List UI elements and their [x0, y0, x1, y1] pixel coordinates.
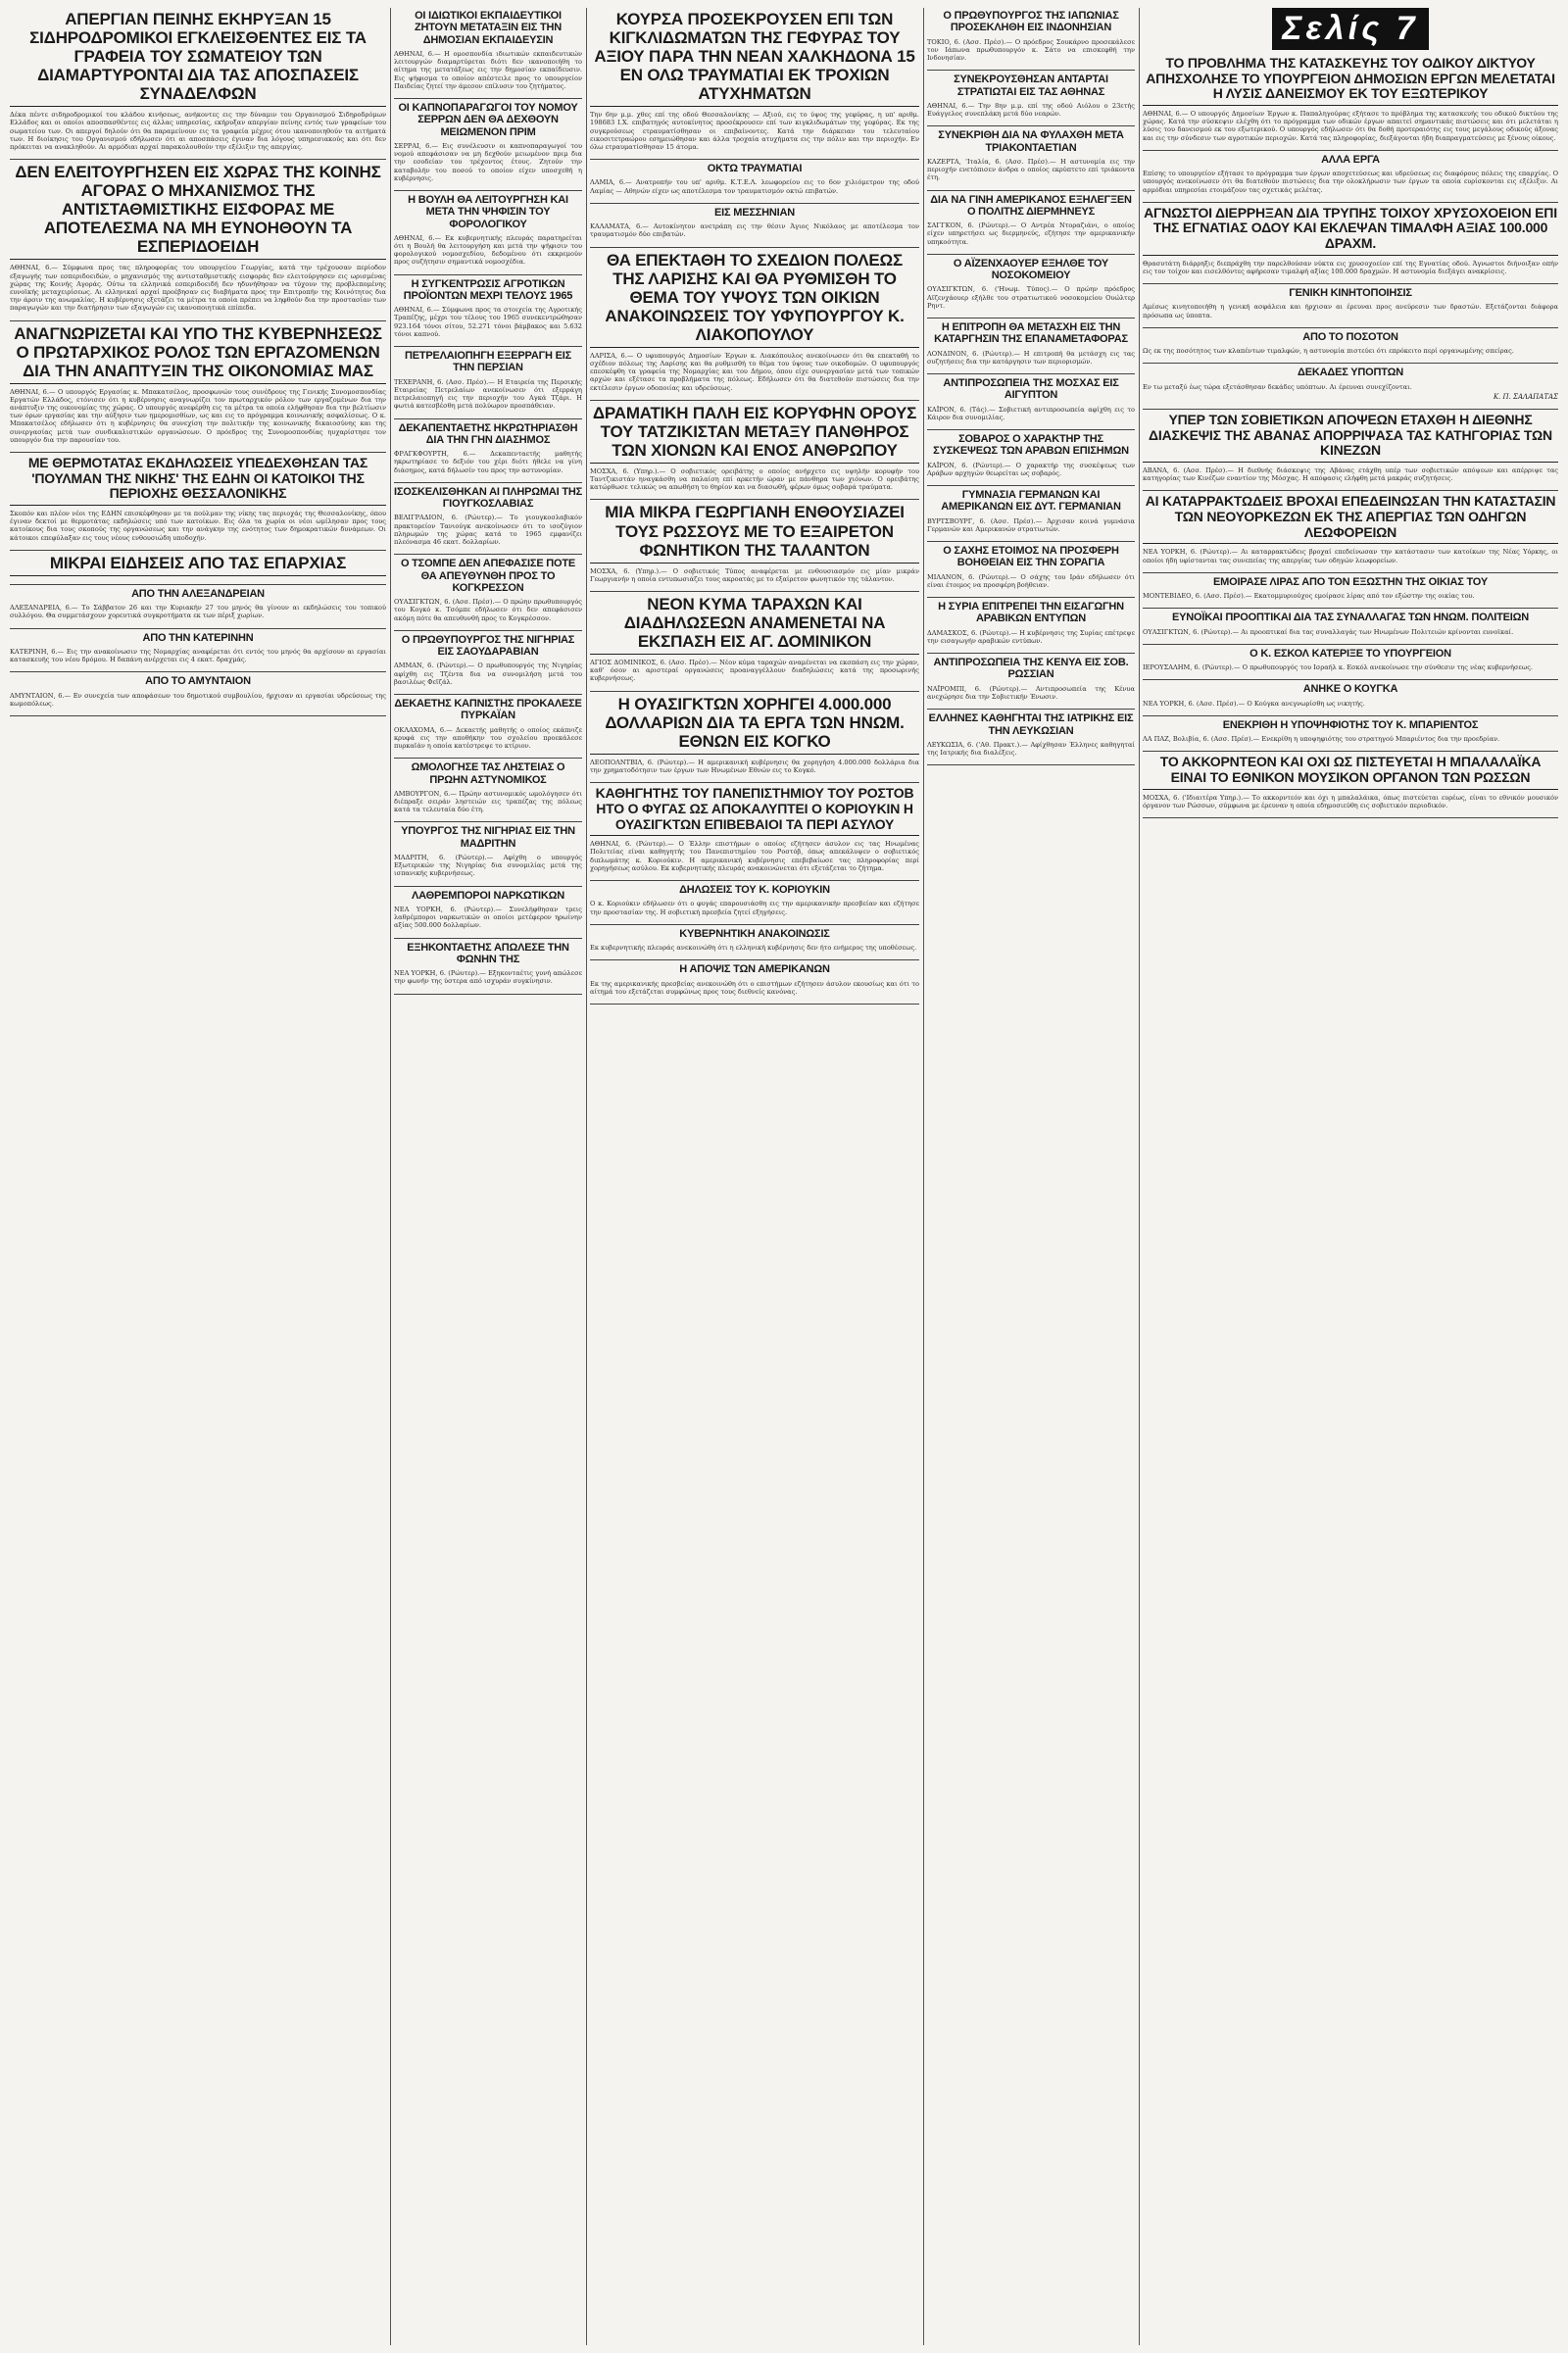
article [10, 632, 386, 664]
column-5 [1143, 8, 1558, 2345]
article-divider [394, 630, 582, 631]
article [394, 698, 582, 750]
article-body: ΛΕΥΚΩΣΙΑ, 6. ('Αθ. Πρακτ.).— Αφίχθησαν Έλληνες καθηγηταί της Ιατρικής δια διαλέξεις. [927, 740, 1135, 758]
article-divider [927, 485, 1135, 486]
article-headline: ΤΟ ΑΚΚΟΡΝΤΕΟΝ ΚΑΙ ΟΧΙ ΩΣ ΠΙΣΤΕΥΕΤΑΙ Η ΜΠΑΛΑΛΑΪΚΑ ΕΙΝΑΙ ΤΟ ΕΘΝΙΚΟΝ ΜΟΥΣΙΚΟΝ ΟΡΓΑΝΟΝ ΤΩΝ ΡΩΣΣΩΝ [1143, 755, 1558, 789]
article-body: ΚΑΤΕΡΙΝΗ, 6.— Εις την ανακοίνωσιν της Νομαρχίας αναφέρεται ότι εντός του μηνός θα αρχίσουν αι εργασίαι κατασκευής του νέου δρόμου. Η δαπάνη ανέρχεται εις 4 εκατ. δραχμάς. [10, 647, 386, 664]
article-headline: Η ΣΥΓΚΕΝΤΡΩΣΙΣ ΑΓΡΟΤΙΚΩΝ ΠΡΟΪΟΝΤΩΝ ΜΕΧΡΙ ΤΕΛΟΥΣ 1965 [403, 277, 573, 302]
article-body: ΤΟΚΙΟ, 6. (Ασσ. Πρέσ).— Ο πρόεδρος Σουκάρνο προσεκάλεσε τον Ιάπωνα πρωθυπουργόν κ. Σάτο να επισκεφθή την Ινδονησίαν. [927, 37, 1135, 63]
article-body: ΒΕΛΙΓΡΑΔΙΟΝ, 6. (Ρώυτερ).— Το γιουγκοσλαβικόν πρακτορείον Τανιούγκ ανεκοίνωσεν ότι το ισοζύγιον πληρωμών της χώρας κατά το 1965 εμφανίζει πλεόνασμα 46 εκατ. δολλαρίων. [394, 514, 582, 546]
article-divider [590, 959, 919, 960]
article-divider [927, 653, 1135, 654]
column-2 [394, 8, 582, 2345]
article [394, 10, 582, 90]
article-divider [394, 758, 582, 759]
article-headline: ΑΠΟ ΤΗΝ ΑΛΕΞΑΝΔΡΕΙΑΝ [131, 587, 265, 600]
article-body: ΙΕΡΟΥΣΑΛΗΜ, 6. (Ρώυτερ).— Ο πρωθυπουργός του Ισραήλ κ. Εσκόλ ανεκοίνωσε την σύνθεσιν της νέας κυβερνήσεως. [1143, 663, 1533, 672]
article-headline: ΕΞΗΚΟΝΤΑΕΤΗΣ ΑΠΩΛΕΣΕ ΤΗΝ ΦΩΝΗΝ ΤΗΣ [407, 941, 569, 965]
article-divider [927, 541, 1135, 542]
article [927, 129, 1135, 181]
article-body: ΟΚΛΑΧΟΜΑ, 6.— Δεκαετής μαθητής ο οποίος εκάπνιζε κρυφά εις την αποθήκην του σχολείου προεκάλεσε πυρκαϊάν η οποία κατέστρεψε το κτίριον. [394, 725, 582, 751]
article-headline: Ο ΠΡΩΘΥΠΟΥΡΓΟΣ ΤΗΣ ΙΑΠΩΝΙΑΣ ΠΡΟΣΕΚΛΗΘΗ ΕΙΣ ΙΝΔΟΝΗΣΙΑΝ [943, 10, 1119, 34]
article-body: Εκ της αμερικανικής πρεσβείας ανεκοινώθη ότι ο επιστήμων εζήτησεν άσυλον εκουσίως και ότι το αίτημά του εξετάζεται συμφώνως προς τους διεθνείς κανόνας. [590, 979, 919, 996]
article-headline: ΔΕΚΑΕΤΗΣ ΚΑΠΝΙΣΤΗΣ ΠΡΟΚΑΛΕΣΕ ΠΥΡΚΑΪΑΝ [394, 697, 582, 722]
article-divider [590, 203, 919, 204]
article-body: ΜΟΣΧΑ, 6. (Υπηρ.).— Ο σοβιετικός Τύπος αναφέρεται με ενθουσιασμόν εις μίαν μικράν Γεωργιανήν η οποία εντυπωσιάζει τους ακροατάς με το εξαίρετον φωνητικόν της τάλαντον. [590, 566, 919, 583]
article-body: Εκ κυβερνητικής πλευράς ανεκοινώθη ότι η ελληνική κυβέρνησις δεν ήτο ενήμερος της υποθέσεως. [590, 944, 917, 953]
article-divider [394, 554, 582, 555]
article-body: ΛΑ ΠΑΖ, Βολιβία, 6. (Ασσ. Πρέσ).— Ενεκρίθη η υποψηφιότης του στρατηγού Μπαριέντος δια την προεδρίαν. [1143, 735, 1500, 744]
article [1143, 56, 1558, 142]
article-divider [1143, 327, 1558, 328]
article-body: ΑΘΗΝΑΙ, 6.— Εκ κυβερνητικής πλευράς παρατηρείται ότι η Βουλή θα λειτουργήση και μετά την ψήφισιν του φορολογικού νομοσχεδίου, δεδομένου ότι εκκρεμούν προς συζήτησιν σημαντικά νομοσχέδια. [394, 233, 582, 267]
article-headline: Ο ΣΑΧΗΣ ΕΤΟΙΜΟΣ ΝΑ ΠΡΟΣΦΕΡΗ ΒΟΗΘΕΙΑΝ ΕΙΣ ΤΗΝ ΣΟΡΑΓΙΑ [943, 545, 1119, 569]
article-divider [1143, 363, 1558, 364]
article-divider [1143, 572, 1558, 573]
article [927, 545, 1135, 589]
article-headline: Η ΒΟΥΛΗ ΘΑ ΛΕΙΤΟΥΡΓΗΣΗ ΚΑΙ ΜΕΤΑ ΤΗΝ ΨΗΦΙΣΙΝ ΤΟΥ ΦΟΡΟΛΟΓΙΚΟΥ [408, 193, 568, 230]
column-rule [1139, 8, 1140, 2345]
article-body: ΑΛΕΞΑΝΔΡΕΙΑ, 6.— Το Σάββατον 26 και την Κυριακήν 27 του μηνός θα γίνουν αι εκδηλώσεις του τοπικού συλλόγου. Θα συμμετάσχουν χορευτικά συγκροτήματα εκ των πέριξ χωρίων. [10, 604, 386, 620]
article-body: Εν τω μεταξύ έως τώρα εξετάσθησαν δεκάδες υπόπτων. Αι έρευναι συνεχίζονται. [1143, 382, 1412, 391]
article [394, 194, 582, 267]
article-headline: ΑΠΟ ΤΟ ΑΜΥΝΤΑΙΟΝ [145, 675, 251, 688]
article-divider [927, 709, 1135, 710]
article-body: ΟΥΑΣΙΓΚΤΩΝ, 6. (Ρώυτερ).— Αι προοπτικαί δια τας συναλλαγάς των Ηνωμένων Πολιτειών κρίνονται ευνοϊκαί. [1143, 627, 1514, 636]
article-headline: ΑΠΟ ΤΗΝ ΚΑΤΕΡΙΝΗΝ [142, 631, 254, 644]
article-headline: Ο ΤΣΟΜΠΕ ΔΕΝ ΑΠΕΦΑΣΙΣΕ ΠΟΤΕ ΘΑ ΑΠΕΥΘΥΝΘΗ ΠΡΟΣ ΤΟ ΚΟΓΚΡΕΣΣΟΝ [400, 558, 576, 594]
article-divider [394, 694, 582, 695]
article [10, 456, 386, 542]
column-rule [586, 8, 587, 2345]
article-body: ΒΥΡΤΣΒΟΥΡΓ, 6. (Ασσ. Πρέσ).— Άρχισαν κοινά γυμνάσια Γερμανών και Αμερικανών στρατιωτών. [927, 516, 1135, 533]
article [927, 10, 1135, 62]
article-signature: Κ. Π. ΣΑΛΑΠΑΤΑΣ [1493, 392, 1558, 401]
article-divider [10, 320, 386, 321]
article [1143, 287, 1558, 319]
section-label: Σελίς 7 [1272, 8, 1429, 50]
article-headline: Ο ΑΪΖΕΝΧΑΟΥΕΡ ΕΞΗΛΘΕ ΤΟΥ ΝΟΣΟΚΟΜΕΙΟΥ [953, 257, 1109, 282]
article-body: Δέκα πέντε σιδηροδρομικοί του κλάδου κινήσεως, ανήκοντες εις την δύναμιν του Οργανισμού Σιδηροδρόμων Ελλάδος και οι οποίοι αποσπασθέντες εις άλλας υπηρεσίας, εκήρυξαν απεργίαν πείνης εντός των γραφείων του σωματείου των. Οι απεργοί δηλούν ότι θα παραμείνουν εις τα γραφεία μέχρις ότου ικανοποιηθούν τα αιτήματά των. Η διοίκησις του Οργανισμού εδήλωσεν ότι αι αποσπάσεις έγιναν δια λόγους υπηρεσιακούς και ότι δεν πρόκειται να ανακληθούν. Αι αρμόδιαι αρχαί παρακολουθούν την εξέλιξιν της απεργίας. [10, 111, 386, 151]
article-headline: Η ΟΥΑΣΙΓΚΤΩΝ ΧΟΡΗΓΕΙ 4.000.000 ΔΟΛΛΑΡΙΩΝ ΔΙΑ ΤΑ ΕΡΓΑ ΤΩΝ ΗΝΩΜ. ΕΘΝΩΝ ΕΙΣ ΚΟΓΚΟ [590, 695, 919, 755]
article-divider [927, 764, 1135, 765]
article-headline: ΑΝΤΙΠΡΟΣΩΠΕΙΑ ΤΗΣ ΚΕΝΥΑ ΕΙΣ ΣΟΒ. ΡΩΣΣΙΑΝ [933, 657, 1129, 681]
article-divider [590, 1004, 919, 1005]
column-3 [590, 8, 919, 2345]
article-headline: ΔΕΝ ΕΛΕΙΤΟΥΡΓΗΣΕΝ ΕΙΣ ΧΩΡΑΣ ΤΗΣ ΚΟΙΝΗΣ ΑΓΟΡΑΣ Ο ΜΗΧΑΝΙΣΜΟΣ ΤΗΣ ΑΝΤΙΣΤΑΘΜΙΣΤΙΚΗΣ ΕΙΣΦΟΡΑΣ ΜΕ ΑΠΟΤΕΛΕΣΜΑ ΝΑ ΜΗ ΕΥΝΟΗΘΟΥΝ ΤΑ ΕΣΠΕΡΙΔΟΕΙΔΗ [10, 163, 386, 260]
article-headline: ΑΠΕΡΓΙΑΝ ΠΕΙΝΗΣ ΕΚΗΡΥΞΑΝ 15 ΣΙΔΗΡΟΔΡΟΜΙΚΟΙ ΕΓΚΛΕΙΣΘΕΝΤΕΣ ΕΙΣ ΤΑ ΓΡΑΦΕΙΑ ΤΟΥ ΣΩΜΑΤΕΙΟΥ ΤΩΝ ΔΙΑΜΑΡΤΥΡΟΝΤΑΙ ΔΙΑ ΤΑΣ ΑΠΟΣΠΑΣΕΙΣ ΣΥΝΑΔΕΛΦΩΝ [10, 10, 386, 107]
article-headline: ΟΚΤΩ ΤΡΑΥΜΑΤΙΑΙ [707, 163, 803, 175]
article-body: ΑΘΗΝΑΙ, 6.— Η ομοσπονδία ιδιωτικών εκπαιδευτικών λειτουργών διαμαρτύρεται διότι δεν ικανοποιήθη το αίτημα της μετατάξεως εις την δημοσίαν εκπαίδευσιν. Εις ψήφισμα το οποίον απέστειλε προς το υπουργείον Παιδείας ζητεί την άμεσον επίλυσιν του ζητήματος. [394, 49, 582, 90]
article-body: ΑΜΜΑΝ, 6. (Ρώυτερ).— Ο πρωθυπουργός της Νιγηρίας αφίχθη εις Τζέντα δια να συνομιλήση μετά του βασιλέως Φεϊζάλ. [394, 662, 582, 686]
article-headline: ΘΑ ΕΠΕΚΤΑΘΗ ΤΟ ΣΧΕΔΙΟΝ ΠΟΛΕΩΣ ΤΗΣ ΛΑΡΙΣΗΣ ΚΑΙ ΘΑ ΡΥΘΜΙΣΘΗ ΤΟ ΘΕΜΑ ΤΟΥ ΥΨΟΥΣ ΤΩΝ ΟΙΚΙΩΝ ΑΝΑΚΟΙΝΩΣΕΙΣ ΤΟΥ ΥΦΥΠΟΥΡΓΟΥ Κ. ΛΙΑΚΟΠΟΥΛΟΥ [590, 251, 919, 348]
article [10, 588, 386, 620]
article-body: ΝΕΑ ΥΟΡΚΗ, 6. (Ρώυτερ).— Εξηκονταέτις γυνή απώλεσε την φωνήν της ύστερα από ισχυράν συγκίνησιν. [394, 969, 582, 986]
article-body: ΟΥΑΣΙΓΚΤΩΝ, 6. ('Ηνωμ. Τύπος).— Ο πρώην πρόεδρος Αϊζενχάουερ εξήλθε του στρατιωτικού νοσοκομείου Ουώλτερ Ρηντ. [927, 285, 1135, 310]
article [590, 404, 919, 492]
article-divider [590, 247, 919, 248]
article [394, 350, 582, 410]
article-headline: ΔΗΛΩΣΕΙΣ ΤΟΥ Κ. ΚΟΡΙΟΥΚΙΝ [679, 884, 830, 897]
article [590, 163, 919, 195]
article-headline: ΜΙΑ ΜΙΚΡΑ ΓΕΩΡΓΙΑΝΗ ΕΝΘΟΥΣΙΑΖΕΙ ΤΟΥΣ ΡΩΣΣΟΥΣ ΜΕ ΤΟ ΕΞΑΙΡΕΤΟΝ ΦΩΝΗΤΙΚΟΝ ΤΗΣ ΤΑΛΑΝΤΟΝ [590, 503, 919, 563]
article-divider [394, 190, 582, 191]
article-body: ΜΟΣΧΑ, 6. ('Ιδιαιτέρα Υπηρ.).— Το ακκορντεόν και όχι η μπαλαλάικα, όπως πιστεύεται ευρέως, είναι το εθνικόν μουσικόν όργανον των Ρώσσων, σύμφωνα με έρευναν η οποία εδημοσιεύθη εις σοβιετικόν περιοδικόν. [1143, 793, 1558, 809]
article [927, 258, 1135, 310]
article-headline: ΕΜΟΙΡΑΣΕ ΛΙΡΑΣ ΑΠΟ ΤΟΝ ΕΞΩΣΤΗΝ ΤΗΣ ΟΙΚΙΑΣ ΤΟΥ [1213, 575, 1488, 588]
article-divider [927, 429, 1135, 430]
article-body: ΝΑΪΡΟΜΠΙ, 6. (Ρώυτερ).— Αντιπροσωπεία της Κένυα ανεχώρησε δια την Σοβιετικήν Ένωσιν. [927, 684, 1135, 701]
article-body: ΝΕΑ ΥΟΡΚΗ, 6. (Ρώυτερ).— Συνελήφθησαν τρεις λαθρέμποροι ναρκωτικών οι οποίοι μετέφερον ηρωίνην αξίας 500.000 δολλαρίων. [394, 906, 582, 930]
article [10, 554, 386, 576]
article [590, 207, 919, 239]
article-headline: ΥΠΕΡ ΤΩΝ ΣΟΒΙΕΤΙΚΩΝ ΑΠΟΨΕΩΝ ΕΤΑΧΘΗ Η ΔΙΕΘΝΗΣ ΔΙΑΣΚΕΨΙΣ ΤΗΣ ΑΒΑΝΑΣ ΑΠΟΡΡΙΨΑΣΑ ΤΑΣ ΚΑΤΗΓΟΡΙΑΣ ΤΩΝ ΚΙΝΕΖΩΝ [1143, 413, 1558, 463]
article-body: ΝΕΑ ΥΟΡΚΗ, 6. (Ρώυτερ).— Αι καταρρακτώδεις βροχαί επεδείνωσαν την κατάστασιν των κατοίκων της Νέας Υόρκης, οι οποίοι ήδη υφίστανται τας συνεπείας της απεργίας των οδηγών λεωφορείων. [1143, 548, 1558, 564]
article [1143, 494, 1558, 564]
article-headline: ΔΕΚΑΠΕΝΤΑΕΤΗΣ ΗΚΡΩΤΗΡΙΑΣΘΗ ΔΙΑ ΤΗΝ ΓΗΝ ΔΙΑΣΗΜΟΣ [398, 421, 578, 446]
article-headline: ΟΙ ΙΔΙΩΤΙΚΟΙ ΕΚΠΑΙΔΕΥΤΙΚΟΙ ΖΗΤΟΥΝ ΜΕΤΑΤΑΞΙΝ ΕΙΣ ΤΗΝ ΔΗΜΟΣΙΑΝ ΕΚΠΑΙΔΕΥΣΙΝ [414, 10, 563, 46]
article-headline: Η ΣΥΡΙΑ ΕΠΙΤΡΕΠΕΙ ΤΗΝ ΕΙΣΑΓΩΓΗΝ ΑΡΑΒΙΚΩΝ ΕΝΤΥΠΩΝ [938, 601, 1124, 625]
article [927, 433, 1135, 477]
article-body: ΑΓΙΟΣ ΔΟΜΙΝΙΚΟΣ, 6. (Ασσ. Πρέσ).— Νέον κύμα ταραχών αναμένεται να εκσπάση εις την χώραν, καθ' όσον αι αριστεραί οργανώσεις προαναγγέλλουν διαδηλώσεις κατά της προσωρινής κυβερνήσεως. [590, 659, 919, 683]
article-body: ΜΙΛΑΝΟΝ, 6. (Ρώυτερ).— Ο σάχης του Ιράν εδήλωσεν ότι είναι έτοιμος να προσφέρη βοήθειαν. [927, 572, 1135, 589]
article-divider [394, 482, 582, 483]
article-divider [1143, 751, 1558, 752]
article [10, 163, 386, 312]
article [394, 422, 582, 474]
article-headline: ΤΟ ΠΡΟΒΛΗΜΑ ΤΗΣ ΚΑΤΑΣΚΕΥΗΣ ΤΟΥ ΟΔΙΚΟΥ ΔΙΚΤΥΟΥ ΑΠΗΣΧΟΛΗΣΕ ΤΟ ΥΠΟΥΡΓΕΙΟΝ ΔΗΜΟΣΙΩΝ ΕΡΓΩΝ ΜΕΛΕΤΑΤΑΙ Η ΛΥΣΙΣ ΔΑΝΕΙΣΜΟΥ ΕΚ ΤΟΥ ΕΞΩΤΕΡΙΚΟΥ [1143, 56, 1558, 106]
article [394, 942, 582, 986]
article-body: ΛΑΡΙΣΑ, 6.— Ο υφυπουργός Δημοσίων Έργων κ. Λιακόπουλος ανεκοίνωσεν ότι θα επεκταθή το σχέδιον πόλεως της Λαρίσης και θα ρυθμισθή το θέμα του ύψους των οικοδομών. Ο υφυπουργός επεσκέφθη τα γραφεία της Νομαρχίας και του Δήμου, όπου είχε συνεργασίαν μετά των τοπικών αρχών και εξέτασε τα προβλήματα της πόλεως. Εδήλωσεν ότι θα διατεθούν πιστώσεις δια την εκτέλεσιν έργων οδοποιίας και υδρεύσεως. [590, 351, 919, 392]
article-body: ΑΘΗΝΑΙ, 6.— Την 8ην μ.μ. επί της οδού Αιόλου ο 23ετής Ευάγγελος συνεπλάκη μετά δύο νεαρών. [927, 101, 1135, 119]
article-headline: ΩΜΟΛΟΓΗΣΕ ΤΑΣ ΛΗΣΤΕΙΑΣ Ο ΠΡΩΗΝ ΑΣΤΥΝΟΜΙΚΟΣ [411, 761, 565, 786]
column-4 [927, 8, 1135, 2345]
article-headline: ΑΙ ΚΑΤΑΡΡΑΚΤΩΔΕΙΣ ΒΡΟΧΑΙ ΕΠΕΔΕΙΝΩΣΑΝ ΤΗΝ ΚΑΤΑΣΤΑΣΙΝ ΤΩΝ ΝΕΟΥΟΡΚΕΖΩΝ ΕΚ ΤΗΣ ΑΠΕΡΓΙΑΣ ΤΩΝ ΟΔΗΓΩΝ ΛΕΩΦΟΡΕΙΩΝ [1143, 494, 1558, 544]
article-headline: ΟΙ ΚΑΠΝΟΠΑΡΑΓΩΓΟΙ ΤΟΥ ΝΟΜΟΥ ΣΕΡΡΩΝ ΔΕΝ ΘΑ ΔΕΧΘΟΥΝ ΜΕΙΩΜΕΝΟΝ ΠΡΙΜ [398, 101, 578, 138]
article-divider [394, 346, 582, 347]
article-body: ΝΕΑ ΥΟΡΚΗ, 6. (Ασσ. Πρέσ).— Ο Κούγκα ανεγνωρίσθη ως νικητής. [1143, 699, 1365, 708]
article-headline: ΑΓΝΩΣΤΟΙ ΔΙΕΡΡΗΞΑΝ ΔΙΑ ΤΡΥΠΗΣ ΤΟΙΧΟΥ ΧΡΥΣΟΧΟΕΙΟΝ ΕΠΙ ΤΗΣ ΕΓΝΑΤΙΑΣ ΟΔΟΥ ΚΑΙ ΕΚΛΕΨΑΝ ΤΙΜΑΛΦΗ ΑΞΙΑΣ 100.000 ΔΡΑΧΜ. [1143, 206, 1558, 256]
article-divider [927, 254, 1135, 255]
article-headline: Η ΑΠΟΨΙΣ ΤΩΝ ΑΜΕΡΙΚΑΝΩΝ [679, 963, 830, 976]
article [590, 928, 919, 953]
article-divider [10, 159, 386, 160]
article-divider [394, 938, 582, 939]
article-headline: Η ΕΠΙΤΡΟΠΗ ΘΑ ΜΕΤΑΣΧΗ ΕΙΣ ΤΗΝ ΚΑΤΑΡΓΗΣΙΝ ΤΗΣ ΕΠΑΝΑΜΕΤΑΦΟΡΑΣ [934, 320, 1128, 346]
article-body: ΜΟΝΤΕΒΙΔΕΟ, 6. (Ασσ. Πρέσ).— Εκατομμυριούχος εμοίρασε λίρας από τον εξώστην της οικίας του. [1143, 592, 1475, 601]
article-headline: ΔΕΚΑΔΕΣ ΥΠΟΠΤΩΝ [1298, 367, 1403, 379]
article-headline: ΕΛΛΗΝΕΣ ΚΑΘΗΓΗΤΑΙ ΤΗΣ ΙΑΤΡΙΚΗΣ ΕΙΣ ΤΗΝ ΛΕΥΚΩΣΙΑΝ [928, 712, 1134, 737]
article-headline: ΙΣΟΣΚΕΛΙΣΘΗΚΑΝ ΑΙ ΠΛΗΡΩΜΑΙ ΤΗΣ ΓΙΟΥΓΚΟΣΛΑΒΙΑΣ [394, 485, 582, 511]
article-divider [394, 418, 582, 419]
article-headline: ΜΕ ΘΕΡΜΟΤΑΤΑΣ ΕΚΔΗΛΩΣΕΙΣ ΥΠΕΔΕΧΘΗΣΑΝ ΤΑΣ 'ΠΟΥΛΜΑΝ ΤΗΣ ΝΙΚΗΣ' ΤΗΣ ΕΔΗΝ ΟΙ ΚΑΤΟΙΚΟΙ ΤΗΣ ΠΕΡΙΟΧΗΣ ΘΕΣΣΑΛΟΝΙΚΗΣ [10, 456, 386, 506]
article [590, 251, 919, 392]
article-divider [394, 98, 582, 99]
article-body: ΜΟΣΧΑ, 6. (Υπηρ.).— Ο σοβιετικός ορειβάτης ο οποίος ανήρχετο εις υψηλήν κορυφήν του Ταντζικιστάν ηναγκάσθη να παλαίση επί αρκετήν ώραν με πάνθηρα των χιόνων. Ο ορειβάτης κατώρθωσε τελικώς να απωθήση το θηρίον και να διασωθή, φέρων όμως σοβαρά τραύματα. [590, 466, 919, 492]
article-body: Την 6ην μ.μ. χθες επί της οδού Θεσσαλονίκης — Αξιού, εις το ύψος της γεφύρας, η υπ' αριθμ. 198683 Ι.Χ. επιβατηγός αυτοκίνητος προσέκρουσεν επί των κιγκλιδωμάτων της γεφύρας. Εκ της συγκρούσεως ετραυματίσθησαν οι επιβαίνοντες. Κατά την διάρκειαν του τελευταίου εικοσιτετραώρου εσημειώθησαν και άλλα τροχαία ατυχήματα εις την πόλιν και την περιοχήν. Εν όλω ετραυματίσθησαν 15 άτομα. [590, 111, 919, 151]
article-body: ΑΜΥΝΤΑΙΟΝ, 6.— Εν συνεχεία των αποφάσεων του δημοτικού συμβουλίου, ήρχισαν αι εργασίαι υδρεύσεως της κωμοπόλεως. [10, 691, 386, 708]
article-body: ΚΑΛΑΜΑΤΑ, 6.— Αυτοκίνητον ανετράπη εις την θέσιν Άγιος Νικόλαος με αποτέλεσμα τον τραυματισμόν δύο επιβατών. [590, 222, 919, 239]
article-body: ΔΑΜΑΣΚΟΣ, 6. (Ρώυτερ).— Η κυβέρνησις της Συρίας επέτρεψε την εισαγωγήν αραβικών εντύπων. [927, 628, 1135, 645]
article-headline: ΣΥΝΕΚΡΙΘΗ ΔΙΑ ΝΑ ΦΥΛΑΧΘΗ ΜΕΤΑ ΤΡΙΑΚΟΝΤΑΕΤΙΑΝ [938, 129, 1124, 154]
article-body: ΑΘΗΝΑΙ, 6. (Ρώυτερ).— Ο Έλλην επιστήμων ο οποίος εζήτησεν άσυλον εις τας Ηνωμένας Πολιτείας είναι καθηγητής του Πανεπιστημίου του Ροστόβ, όπως απεκάλυψεν ο σοβιετικός διπλωμάτης κ. Κοριούκιν. Η αμερικανική κυβέρνησις επεβεβαίωσε τας πληροφορίας περί χορηγήσεως ασύλου. Εκ κυβερνητικής πλευράς ανακοινώνεται ότι εξετάζεται το ζήτημα. [590, 840, 919, 872]
article-divider [1143, 202, 1558, 203]
article-divider [1143, 679, 1558, 680]
article-divider [10, 452, 386, 453]
article-divider [927, 597, 1135, 598]
article [394, 825, 582, 877]
article-body: ΑΘΗΝΑΙ, 6.— Ο υπουργός Εργασίας κ. Μπακατσέλος, προσφωνών τους συνέδρους της Γενικής Συνομοσπονδίας Εργατών Ελλάδος, ετόνισεν ότι η κυβέρνησις αναγνωρίζει τον πρωταρχικόν ρόλον των εργαζομένων δια την ανάπτυξιν της οικονομίας της χώρας. Ο υπουργός ανεφέρθη εις τα μέτρα τα οποία ελήφθησαν δια την βελτίωσιν των όρων εργασίας και την αύξησιν των ημερομισθίων, ως και εις το πρόγραμμα κοινωνικής ασφαλίσεως. Ο κ. Μπακατσέλος εδήλωσεν ότι η κυβέρνησις θα συνεχίση την πολιτικήν της κοινωνικής δικαιοσύνης και της συνεργασίας μετά των συνδικαλιστικών οργανώσεων. Ο πρόεδρος της Συνομοσπονδίας ηυχαρίστησε τον υπουργόν δια την παρουσίαν του. [10, 387, 386, 444]
article-headline: ΑΛΛΑ ΕΡΓΑ [1321, 153, 1380, 166]
article [927, 489, 1135, 533]
article [927, 74, 1135, 118]
article-divider [590, 880, 919, 881]
article-divider [1143, 608, 1558, 609]
article [394, 558, 582, 622]
article-divider [394, 994, 582, 995]
article [394, 278, 582, 338]
article-body: ΣΕΡΡΑΙ, 6.— Εις συνέλευσιν οι καπνοπαραγωγοί του νομού απεφάσισαν να μη δεχθούν μειωμένον πριμ δια την εσοδείαν του τρέχοντος έτους. Ζητούν την καταβολήν του ποσού το οποίον είχεν υποσχεθή η κυβέρνησις. [394, 141, 582, 182]
article-headline: ΔΡΑΜΑΤΙΚΗ ΠΑΛΗ ΕΙΣ ΚΟΡΥΦΗΝ ΟΡΟΥΣ ΤΟΥ ΤΑΤΖΙΚΙΣΤΑΝ ΜΕΤΑΞΥ ΠΑΝΘΗΡΟΣ ΤΩΝ ΧΙΟΝΩΝ ΚΑΙ ΕΝΟΣ ΑΝΘΡΩΠΟΥ [590, 404, 919, 464]
article-headline: ΔΙΑ ΝΑ ΓΙΝΗ ΑΜΕΡΙΚΑΝΟΣ ΕΞΗΛΕΓΞΕΝ Ο ΠΟΛΙΤΗΣ ΔΙΕΡΜΗΝΕΥΣ [930, 193, 1132, 218]
article [1143, 683, 1558, 708]
article-divider [590, 499, 919, 500]
article-divider [590, 924, 919, 925]
article-body: ΣΑΓΓΚΟΝ, 6. (Ρώυτερ).— Ο Αντρέα Ντοραζιάνι, ο οποίος είχεν υπηρετήσει ως διερμηνεύς, εζήτησε την αμερικανικήν υπηκοότητα. [927, 221, 1135, 246]
article [394, 761, 582, 813]
article [394, 102, 582, 182]
article-divider [10, 671, 386, 672]
article-headline: ΥΠΟΥΡΓΟΣ ΤΗΣ ΝΙΓΗΡΙΑΣ ΕΙΣ ΤΗΝ ΜΑΔΡΙΤΗΝ [401, 825, 575, 850]
article-divider [1143, 644, 1558, 645]
article-body: ΛΕΟΠΟΛΝΤΒΙΛ, 6. (Ρώυτερ).— Η αμερικανική κυβέρνησις θα χορηγήση 4.000.000 δολλάρια δια την χρηματοδότησιν των έργων των Ηνωμένων Εθνών εις το Κογκό. [590, 758, 919, 774]
article [1143, 719, 1558, 744]
column-1 [10, 8, 386, 2345]
article [590, 963, 919, 996]
article-headline: Ο Κ. ΕΣΚΟΛ ΚΑΤΕΡΙΞΕ ΤΟ ΥΠΟΥΡΓΕΙΟΝ [1250, 647, 1451, 660]
article-body: Αμέσως κινητοποιήθη η γενική ασφάλεια και ήρχισαν αι έρευναι προς ανεύρεσιν των δραστών. Εξετάζονται διάφορα πρόσωπα ως ύποπτα. [1143, 303, 1558, 319]
article-body: ΜΑΔΡΙΤΗ, 6. (Ρώυτερ).— Αφίχθη ο υπουργός Εξωτερικών της Νιγηρίας δια συνομιλίας μετά της ισπανικής κυβερνήσεως. [394, 854, 582, 878]
article-body: ΑΘΗΝΑΙ, 6.— Ο υπουργός Δημοσίων Έργων κ. Παπαληγούρας εξήτασε το πρόβλημα της κατασκευής του οδικού δικτύου της χώρας. Κατά την σύσκεψιν ελέχθη ότι το πρόγραμμα των οδικών έργων απαιτεί σημαντικάς πιστώσεις και ότι μελετάται η λύσις του δανεισμού εκ του εξωτερικού. Ο υπουργός εδήλωσεν ότι θα δοθή προτεραιότης εις τους μεγάλους οδικούς άξονας και εις την σύνδεσιν των αγροτικών περιοχών. Κατά τας πληροφορίας, διεξάγονται ήδη διαπραγματεύσεις με ξένους οίκους. [1143, 110, 1558, 142]
article [590, 884, 919, 916]
article [1143, 154, 1558, 194]
article-headline: ΚΑΘΗΓΗΤΗΣ ΤΟΥ ΠΑΝΕΠΙΣΤΗΜΙΟΥ ΤΟΥ ΡΟΣΤΟΒ ΗΤΟ Ο ΦΥΓΑΣ ΩΣ ΑΠΟΚΑΛΥΠΤΕΙ Ο ΚΟΡΙΟΥΚΙΝ Η ΟΥΑΣΙΓΚΤΩΝ ΕΠΙΒΕΒΑΙΟΙ ΤΑ ΠΕΡΙ ΑΣΥΛΟΥ [590, 786, 919, 836]
article-divider [394, 886, 582, 887]
article [590, 786, 919, 872]
article-headline: ΕΥΝΟΪΚΑΙ ΠΡΟΟΠΤΙΚΑΙ ΔΙΑ ΤΑΣ ΣΥΝΑΛΛΑΓΑΣ ΤΩΝ ΗΝΩΜ. ΠΟΛΙΤΕΙΩΝ [1171, 612, 1530, 624]
article-body: ΑΘΗΝΑΙ, 6.— Σύμφωνα προς τα στοιχεία της Αγροτικής Τραπέζης, μέχρι του τέλους του 1965 συνεκεντρώθησαν 923.164 τόνοι σίτου, 52.271 τόνοι βάμβακος και 5.632 τόνοι καπνού. [394, 306, 582, 338]
article-body: ΟΥΑΣΙΓΚΤΩΝ, 6. (Ασσ. Πρέσ).— Ο πρώην πρωθυπουργός του Κογκό κ. Τσόμπε εδήλωσεν ότι δεν απεφάσισεν ακόμη πότε θα απευθυνθή προς το Κογκρέσσον. [394, 598, 582, 622]
article-divider [590, 591, 919, 592]
article-divider [1143, 490, 1558, 491]
article-headline: ΑΝΤΙΠΡΟΣΩΠΕΙΑ ΤΗΣ ΜΟΣΧΑΣ ΕΙΣ ΑΙΓΥΠΤΟΝ [943, 377, 1119, 402]
article [10, 10, 386, 151]
article-body: ΚΑΖΕΡΤΑ, 'Ιταλία, 6. (Ασσ. Πρέσ).— Η αστυνομία εις την περιοχήν ενετόπισεν άνδρα ο οποίος εκρύπτετο επί τριάκοντα έτη. [927, 157, 1135, 182]
article-divider [927, 373, 1135, 374]
article-divider [1143, 817, 1558, 818]
article-divider [10, 715, 386, 716]
article-body: ΦΡΑΓΚΦΟΥΡΤΗ, 6.— Δεκαπενταετής μαθητής ηκρωτηρίασε το δεξιόν του χέρι διότι ήθελε να γίνη διάσημος, κατά δήλωσίν του προς την αστυνομίαν. [394, 450, 582, 474]
article [1143, 206, 1558, 275]
article-body: Επίσης το υπουργείον εξήτασε το πρόγραμμα των έργων αποχετεύσεως και υδρεύσεως εις διαφόρους πόλεις της επαρχίας. Ο υπουργός ανεκοίνωσεν ότι θα διατεθούν πιστώσεις δια την ολοκλήρωσιν των έργων τα οποία ευρίσκονται εις εξέλιξιν. Αι αρμόδιαι υπηρεσίαι ετοιμάζουν τας σχετικάς μελέτας. [1143, 170, 1558, 194]
article-body: Θρασυτάτη διάρρηξις διεπράχθη την παρελθούσαν νύκτα εις χρυσοχοείον επί της Εγνατίας οδού. Άγνωστοι διήνοιξαν οπήν εις τον τοίχον και εισελθόντες αφήρεσαν τιμαλφή αξίας 100.000 δραχμών. Η αστυνομία διεξάγει ανακρίσεις. [1143, 259, 1558, 275]
article-headline: ΣΟΒΑΡΟΣ Ο ΧΑΡΑΚΤΗΡ ΤΗΣ ΣΥΣΚΕΨΕΩΣ ΤΩΝ ΑΡΑΒΩΝ ΕΠΙΣΗΜΩΝ [933, 433, 1129, 458]
article [927, 712, 1135, 757]
article-headline: ΕΝΕΚΡΙΘΗ Η ΥΠΟΨΗΦΙΟΤΗΣ ΤΟΥ Κ. ΜΠΑΡΙΕΝΤΟΣ [1222, 718, 1479, 731]
article [394, 486, 582, 546]
article [1143, 612, 1558, 636]
article-body: Σκοπόν και πλέον νέοι της ΕΔΗΝ επισκέφθησαν με τα πούλμαν της νίκης τας περιοχάς της Θεσσαλονίκης, όπου έγιναν δεκτοί με θερμοτάτας εκδηλώσεις υπό των κατοίκων. Εις όλα τα χωρία οι νέοι ωμίλησαν προς τους κατοίκους δια τους σκοπούς της οργανώσεως και την ανάγκην της ενότητος των δημοκρατικών δυνάμεων. Οι κάτοικοι επεφύλαξαν εις τους νέους ενθουσιώδη υποδοχήν. [10, 510, 386, 542]
article-body: ΑΜΒΟΥΡΓΟΝ, 6.— Πρώην αστυνομικός ωμολόγησεν ότι διέπραξε σειράν ληστειών εις τραπέζας της πόλεως κατά τα τελευταία δύο έτη. [394, 789, 582, 814]
article-headline: ΠΕΤΡΕΛΑΙΟΠΗΓΗ ΕΞΕΡΡΑΓΗ ΕΙΣ ΤΗΝ ΠΕΡΣΙΑΝ [404, 350, 572, 374]
article-body: ΑΘΗΝΑΙ, 6.— Σύμφωνα προς τας πληροφορίας του υπουργείου Γεωργίας, κατά την τρέχουσαν περίοδον εξαγωγής των εσπεριδοειδών, ο μηχανισμός της αντισταθμιστικής εισφοράς δεν ελειτούργησεν εις ωρισμένας χώρας της Κοινής Αγοράς. Ούτω τα ελληνικά εσπεριδοειδή δεν ηδυνήθησαν να τύχουν της προβλεπομένης ευνοϊκής μεταχειρίσεως. Αι ελληνικαί αρχαί προέβησαν εις διαβήματα προς την Επιτροπήν της Κοινότητος δια την άρσιν της ανωμαλίας. Η κυβέρνησις εξετάζει τα μέτρα τα οποία πρέπει να ληφθούν δια την προστασίαν των παραγωγών και την διατήρησιν των εξαγωγών εις ικανοποιητικά επίπεδα. [10, 264, 386, 313]
article [590, 10, 919, 151]
article-headline: ΣΥΝΕΚΡΟΥΣΘΗΣΑΝ ΑΝΤΑΡΤΑΙ ΣΤΡΑΤΙΩΤΑΙ ΕΙΣ ΤΑΣ ΑΘΗΝΑΣ [954, 74, 1108, 98]
article-divider [927, 70, 1135, 71]
article-divider [927, 190, 1135, 191]
column-rule [390, 8, 391, 2345]
article [1143, 331, 1558, 356]
column-rule [923, 8, 924, 2345]
article-divider [394, 821, 582, 822]
article-headline: ΚΟΥΡΣΑ ΠΡΟΣΕΚΡΟΥΣΕΝ ΕΠΙ ΤΩΝ ΚΙΓΚΛΙΔΩΜΑΤΩΝ ΤΗΣ ΓΕΦΥΡΑΣ ΤΟΥ ΑΞΙΟΥ ΠΑΡΑ ΤΗΝ ΝΕΑΝ ΧΑΛΚΗΔΟΝΑ 15 ΕΝ ΟΛΩ ΤΡΑΥΜΑΤΙΑΙ ΕΚ ΤΡΟΧΙΩΝ ΑΤΥΧΗΜΑΤΩΝ [590, 10, 919, 107]
article-body: Ο κ. Κοριούκιν εδήλωσεν ότι ο φυγάς επαρουσιάσθη εις την αμερικανικήν πρεσβείαν και εζήτησε την προστασίαν της. Η σοβιετική πρεσβεία ζητεί εξηγήσεις. [590, 900, 919, 916]
article [927, 194, 1135, 246]
article-divider [1143, 715, 1558, 716]
article-divider [590, 691, 919, 692]
article [1143, 413, 1558, 482]
article-body: ΑΒΑΝΑ, 6. (Ασσ. Πρέσ).— Η διεθνής διάσκεψις της Αβάνας ετάχθη υπέρ των σοβιετικών απόψεων και απέρριψε τας κατηγορίας των Κινέζων εναντίον της Μόσχας. Η απόφασις ελήφθη μετά μακράς συζητήσεις. [1143, 466, 1558, 483]
article-headline: ΕΙΣ ΜΕΣΣΗΝΙΑΝ [714, 206, 795, 219]
article-divider [590, 400, 919, 401]
article-divider [1143, 150, 1558, 151]
article [927, 377, 1135, 421]
article-headline: ΑΠΟ ΤΟ ΠΟΣΟΤΟΝ [1302, 330, 1398, 343]
article [590, 695, 919, 775]
article-headline: ΚΥΒΕΡΝΗΤΙΚΗ ΑΝΑΚΟΙΝΩΣΙΣ [679, 927, 830, 940]
article-divider [10, 550, 386, 551]
article [590, 503, 919, 583]
article-headline: ΑΝΗΚΕ Ο ΚΟΥΓΚΑ [1302, 683, 1398, 696]
article [1143, 576, 1558, 601]
article [394, 634, 582, 686]
article [10, 324, 386, 445]
article-body: ΛΑΜΙΑ, 6.— Ανατροπήν του υπ' αριθμ. Κ.Τ.Ε.Λ. λεωφορείου εις το 6ον χιλιόμετρον της οδού Λαμίας — Αθηνών είχεν ως αποτέλεσμα τον τραυματισμόν οκτώ επιβατών. [590, 178, 919, 195]
article-headline: ΓΕΝΙΚΗ ΚΙΝΗΤΟΠΟΙΗΣΙΣ [1289, 287, 1412, 300]
article-body: ΛΟΝΔΙΝΟΝ, 6. (Ρώυτερ).— Η επιτροπή θα μετάσχη εις τας συζητήσεις δια την κατάργησιν των περιορισμών. [927, 349, 1135, 366]
article [927, 657, 1135, 701]
article-divider [590, 782, 919, 783]
article-divider [10, 584, 386, 585]
article-body: ΤΕΧΕΡΑΝΗ, 6. (Ασσ. Πρέσ).— Η Εταιρεία της Περσικής Εταιρείας Πετρελαίων ανεκοίνωσεν ότι εξερράγη πετρελαιοπηγή εις την περιοχήν του Αγκά Τζάρι. Η φωτιά κατεσβέσθη μετά πολύωρον προσπάθειαν. [394, 377, 582, 411]
article-divider [1143, 409, 1558, 410]
article-body: Ως εκ της ποσότητος των κλαπέντων τιμαλφών, η αστυνομία πιστεύει ότι επρόκειτο περί οργανωμένης σπείρας. [1143, 347, 1514, 356]
article-divider [10, 628, 386, 629]
article-divider [590, 159, 919, 160]
article-body: ΚΑΪΡΟΝ, 6. (Τάς).— Σοβιετική αντιπροσωπεία αφίχθη εις το Κάιρον δια συνομιλίας. [927, 405, 1135, 421]
article-divider [1143, 283, 1558, 284]
article [10, 675, 386, 708]
article [590, 595, 919, 683]
article [1143, 367, 1558, 401]
article-body: ΚΑΪΡΟΝ, 6. (Ρώυτερ).— Ο χαρακτήρ της συσκέψεως των Αράβων αρχηγών θεωρείται ως σοβαρός. [927, 461, 1135, 477]
article-divider [927, 125, 1135, 126]
article-headline: Ο ΠΡΩΘΥΠΟΥΡΓΟΣ ΤΗΣ ΝΙΓΗΡΙΑΣ ΕΙΣ ΣΑΟΥΔΑΡΑΒΙΑΝ [401, 633, 575, 659]
article [927, 321, 1135, 366]
article-headline: ΓΥΜΝΑΣΙΑ ΓΕΡΜΑΝΩΝ ΚΑΙ ΑΜΕΡΙΚΑΝΩΝ ΕΙΣ ΔΥΤ. ΓΕΡΜΑΝΙΑΝ [941, 489, 1121, 514]
article [394, 890, 582, 930]
article-headline: ΝΕΟΝ ΚΥΜΑ ΤΑΡΑΧΩΝ ΚΑΙ ΔΙΑΔΗΛΩΣΕΩΝ ΑΝΑΜΕΝΕΤΑΙ ΝΑ ΕΚΣΠΑΣΗ ΕΙΣ ΑΓ. ΔΟΜΙΝΙΚΟΝ [590, 595, 919, 655]
article-divider [394, 274, 582, 275]
article-headline: ΜΙΚΡΑΙ ΕΙΔΗΣΕΙΣ ΑΠΟ ΤΑΣ ΕΠΑΡΧΙΑΣ [10, 554, 386, 576]
article-divider [927, 318, 1135, 319]
article [1143, 755, 1558, 809]
article-headline: ΛΑΘΡΕΜΠΟΡΟΙ ΝΑΡΚΩΤΙΚΩΝ [412, 889, 564, 902]
article-headline: ΑΝΑΓΝΩΡΙΖΕΤΑΙ ΚΑΙ ΥΠΟ ΤΗΣ ΚΥΒΕΡΝΗΣΕΩΣ Ο ΠΡΩΤΑΡΧΙΚΟΣ ΡΟΛΟΣ ΤΩΝ ΕΡΓΑΖΟΜΕΝΩΝ ΔΙΑ ΤΗΝ ΑΝΑΠΤΥΞΙΝ ΤΗΣ ΟΙΚΟΝΟΜΙΑΣ ΜΑΣ [10, 324, 386, 384]
article [1143, 648, 1558, 672]
article [927, 601, 1135, 645]
